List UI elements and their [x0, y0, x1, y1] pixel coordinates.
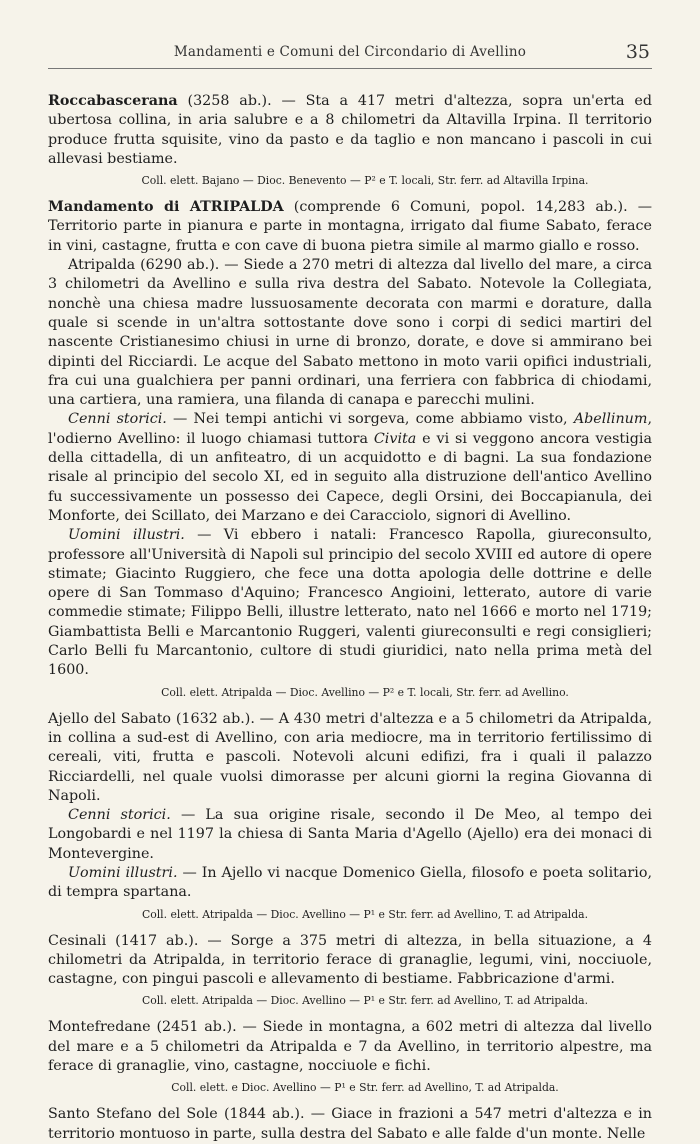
- mandamento-name: Mandamento di ATRIPALDA: [48, 199, 284, 216]
- entry-note: Coll. elett. e Dioc. Avellino — P¹ e Str. ferr. ad Avellino, T. ad Atripalda.: [171, 1081, 559, 1095]
- page-header: [48, 41, 652, 69]
- page-number: 35: [625, 41, 650, 63]
- cenni-storici-text: — Nei tempi antichi vi sorgeva, come abbiamo visto,: [166, 411, 574, 428]
- cenni-storici-text: — La sua origine risale, secondo il De Meo, al tempo dei Longobardi e nel 1197 la chiesa di Santa Maria d'Agello (Ajello) era dei monaci di Montevergine.: [48, 807, 652, 862]
- entry-paragraph: [48, 710, 652, 806]
- entry-note: Coll. elett. Atripalda — Dioc. Avellino — P¹ e Str. ferr. ad Avellino, T. ad Atripalda.: [141, 994, 589, 1008]
- running-title: Mandamenti e Comuni del Circondario di Avellino: [173, 44, 527, 60]
- entry-paragraph: [48, 92, 652, 169]
- entry-roccabascerana: [48, 92, 652, 188]
- entry-note: Coll. elett. Atripalda — Dioc. Avellino — P² e T. locali, Str. ferr. ad Avellino.: [161, 685, 569, 699]
- uomini-illustri-paragraph: [48, 864, 652, 903]
- entry-paragraph: [48, 932, 652, 990]
- page-body: [48, 92, 652, 1144]
- entry-text: (3258 ab.). — Sta a 417 metri d'altezza, sopra un'erta ed ubertosa collina, in aria salubre e a 8 chilometri da Altavilla Irpina. Il territorio produce frutta squisite, vino da pasto e da taglio e non mancano i pascoli in cui allevasi bestiame.: [48, 93, 652, 167]
- cenni-storici-text: , l'odierno Avellino: il luogo chiamasi tuttora: [48, 411, 652, 447]
- entry-text: (2451 ab.). — Siede in montagna, a 602 metri di altezza dal livello del mare e a 5 chilometri da Atripalda e 7 da Avellino, in territorio alpestre, ma ferace di granaglie, vino, castagne, nocciuole e fichi.: [48, 1019, 652, 1075]
- italic-term: Abellinum: [573, 411, 648, 428]
- entry-text: (1417 ab.). — Sorge a 375 metri di altezza, in bella situazione, a 4 chilometri da Atripalda, in territorio ferace di granaglie, legumi, vini, nocciuole, castagne, con pingui pascoli e allevamento di bestiame. Fabbricazione d'armi.: [48, 932, 652, 988]
- place-name: Ajello del Sabato: [48, 710, 172, 727]
- cenni-storici-paragraph: [48, 806, 652, 864]
- cenni-storici-paragraph: [48, 410, 652, 526]
- uomini-illustri-label: Uomini illustri.: [68, 527, 185, 544]
- italic-term: Civita: [373, 430, 417, 447]
- uomini-illustri-paragraph: [48, 526, 652, 680]
- entry-text: (6290 ab.). — Siede a 270 metri di altezza dal livello del mare, a circa 3 chilometri da Avellino e sulla riva destra del Sabato. Notevole la Collegiata, nonchè una chiesa madre lussuosamente decorata con marmi e dorature, dalla quale si scende in un'altra sottostante dove sono i corpi di sedici martiri del nascente Cristianesimo chiusi in urne di bronzo, dorate, e dove si ammirano bei dipinti del Ricciardi. Le acque del Sabato mettono in moto varii opifici industriali, fra cui una gualchiera per panni ordinari, una ferriera con fabbrica di chiodami, una cartiera, una ramiera, una filanda di canapa e parecchi mulini.: [48, 257, 652, 409]
- entry-text: (1844 ab.). — Giace in frazioni a 547 metri d'altezza e in territorio montuoso in parte, sulla destra del Sabato e alle falde d'un monte. Nelle: [48, 1106, 652, 1142]
- entry-paragraph: [48, 198, 652, 256]
- place-name: Atripalda: [68, 257, 136, 274]
- entry-santo-stefano-del-sole: [48, 1105, 652, 1144]
- place-name: Roccabascerana: [48, 93, 178, 109]
- entry-note: Coll. elett. Atripalda — Dioc. Avellino — P¹ e Str. ferr. ad Avellino, T. ad Atripalda.: [141, 907, 589, 921]
- entry-text: (1632 ab.). — A 430 metri d'altezza e a 5 chilometri da Atripalda, in collina a sud-est di Avellino, con aria mediocre, ma in territorio fertilissimo di cereali, viti, frutta e pascoli. Notevoli alcuni edifizi, fra i quali il palazzo Ricciardelli, nel quale vuolsi dimorasse per alcuni giorni la regina Giovanna di Napoli.: [48, 710, 652, 804]
- cenni-storici-text: e vi si veggono ancora vestigia della cittadella, di un anfiteatro, di un acquidotto e di bagni. La sua fondazione risale al principio del secolo XI, ed in seguito alla distruzione dell'antico Avellino fu successivamente un possesso dei Capece, degli Orsini, dei Boccapianula, dei Monforte, dei Scillato, dei Marzano e dei Caracciolo, signori di Avellino.: [48, 430, 652, 524]
- place-name: Cesinali: [48, 932, 107, 949]
- entry-ajello-del-sabato: [48, 710, 652, 922]
- place-name: Santo Stefano del Sole: [48, 1106, 218, 1123]
- uomini-illustri-label: Uomini illustri.: [68, 864, 178, 881]
- place-name: Montefredane: [48, 1019, 151, 1036]
- cenni-storici-label: Cenni storici.: [68, 411, 167, 428]
- uomini-illustri-text: — Vi ebbero i natali: Francesco Rapolla, giureconsulto, professore all'Università di Napoli sul principio del secolo XVIII ed autore di opere stimate; Giacinto Ruggiero, che fece una dotta apologia delle dottrine e delle opere di San Tommaso d'Aquino; Francesco Angioini, letterato, autore di varie commedie stimate; Filippo Belli, illustre letterato, nato nel 1666 e morto nel 1719; Giambattista Belli e Marcantonio Ruggeri, valenti giureconsulti e regi consiglieri; Carlo Belli fu Marcantonio, cultore di studi giuridici, nato nella prima metà del 1600.: [48, 527, 653, 679]
- entry-paragraph: [48, 256, 652, 410]
- entry-note: Coll. elett. Bajano — Dioc. Benevento — P² e T. locali, Str. ferr. ad Altavilla Irpina.: [141, 174, 589, 188]
- entry-text: (comprende 6 Comuni, popol. 14,283 ab.). — Territorio parte in pianura e parte in montagna, irrigato dal fiume Sabato, ferace in vini, castagne, frutta e con cave di buona pietra simile al marmo giallo e rosso.: [48, 199, 652, 254]
- entry-cesinali: [48, 932, 652, 1009]
- entry-mandamento-atripalda: [48, 198, 652, 699]
- entry-paragraph: [48, 1105, 652, 1144]
- cenni-storici-label: Cenni storici.: [68, 807, 171, 824]
- entry-montefredane: [48, 1018, 652, 1095]
- uomini-illustri-text: — In Ajello vi nacque Domenico Giella, filosofo e poeta solitario, di tempra spartana.: [48, 864, 652, 901]
- entry-paragraph: [48, 1018, 652, 1076]
